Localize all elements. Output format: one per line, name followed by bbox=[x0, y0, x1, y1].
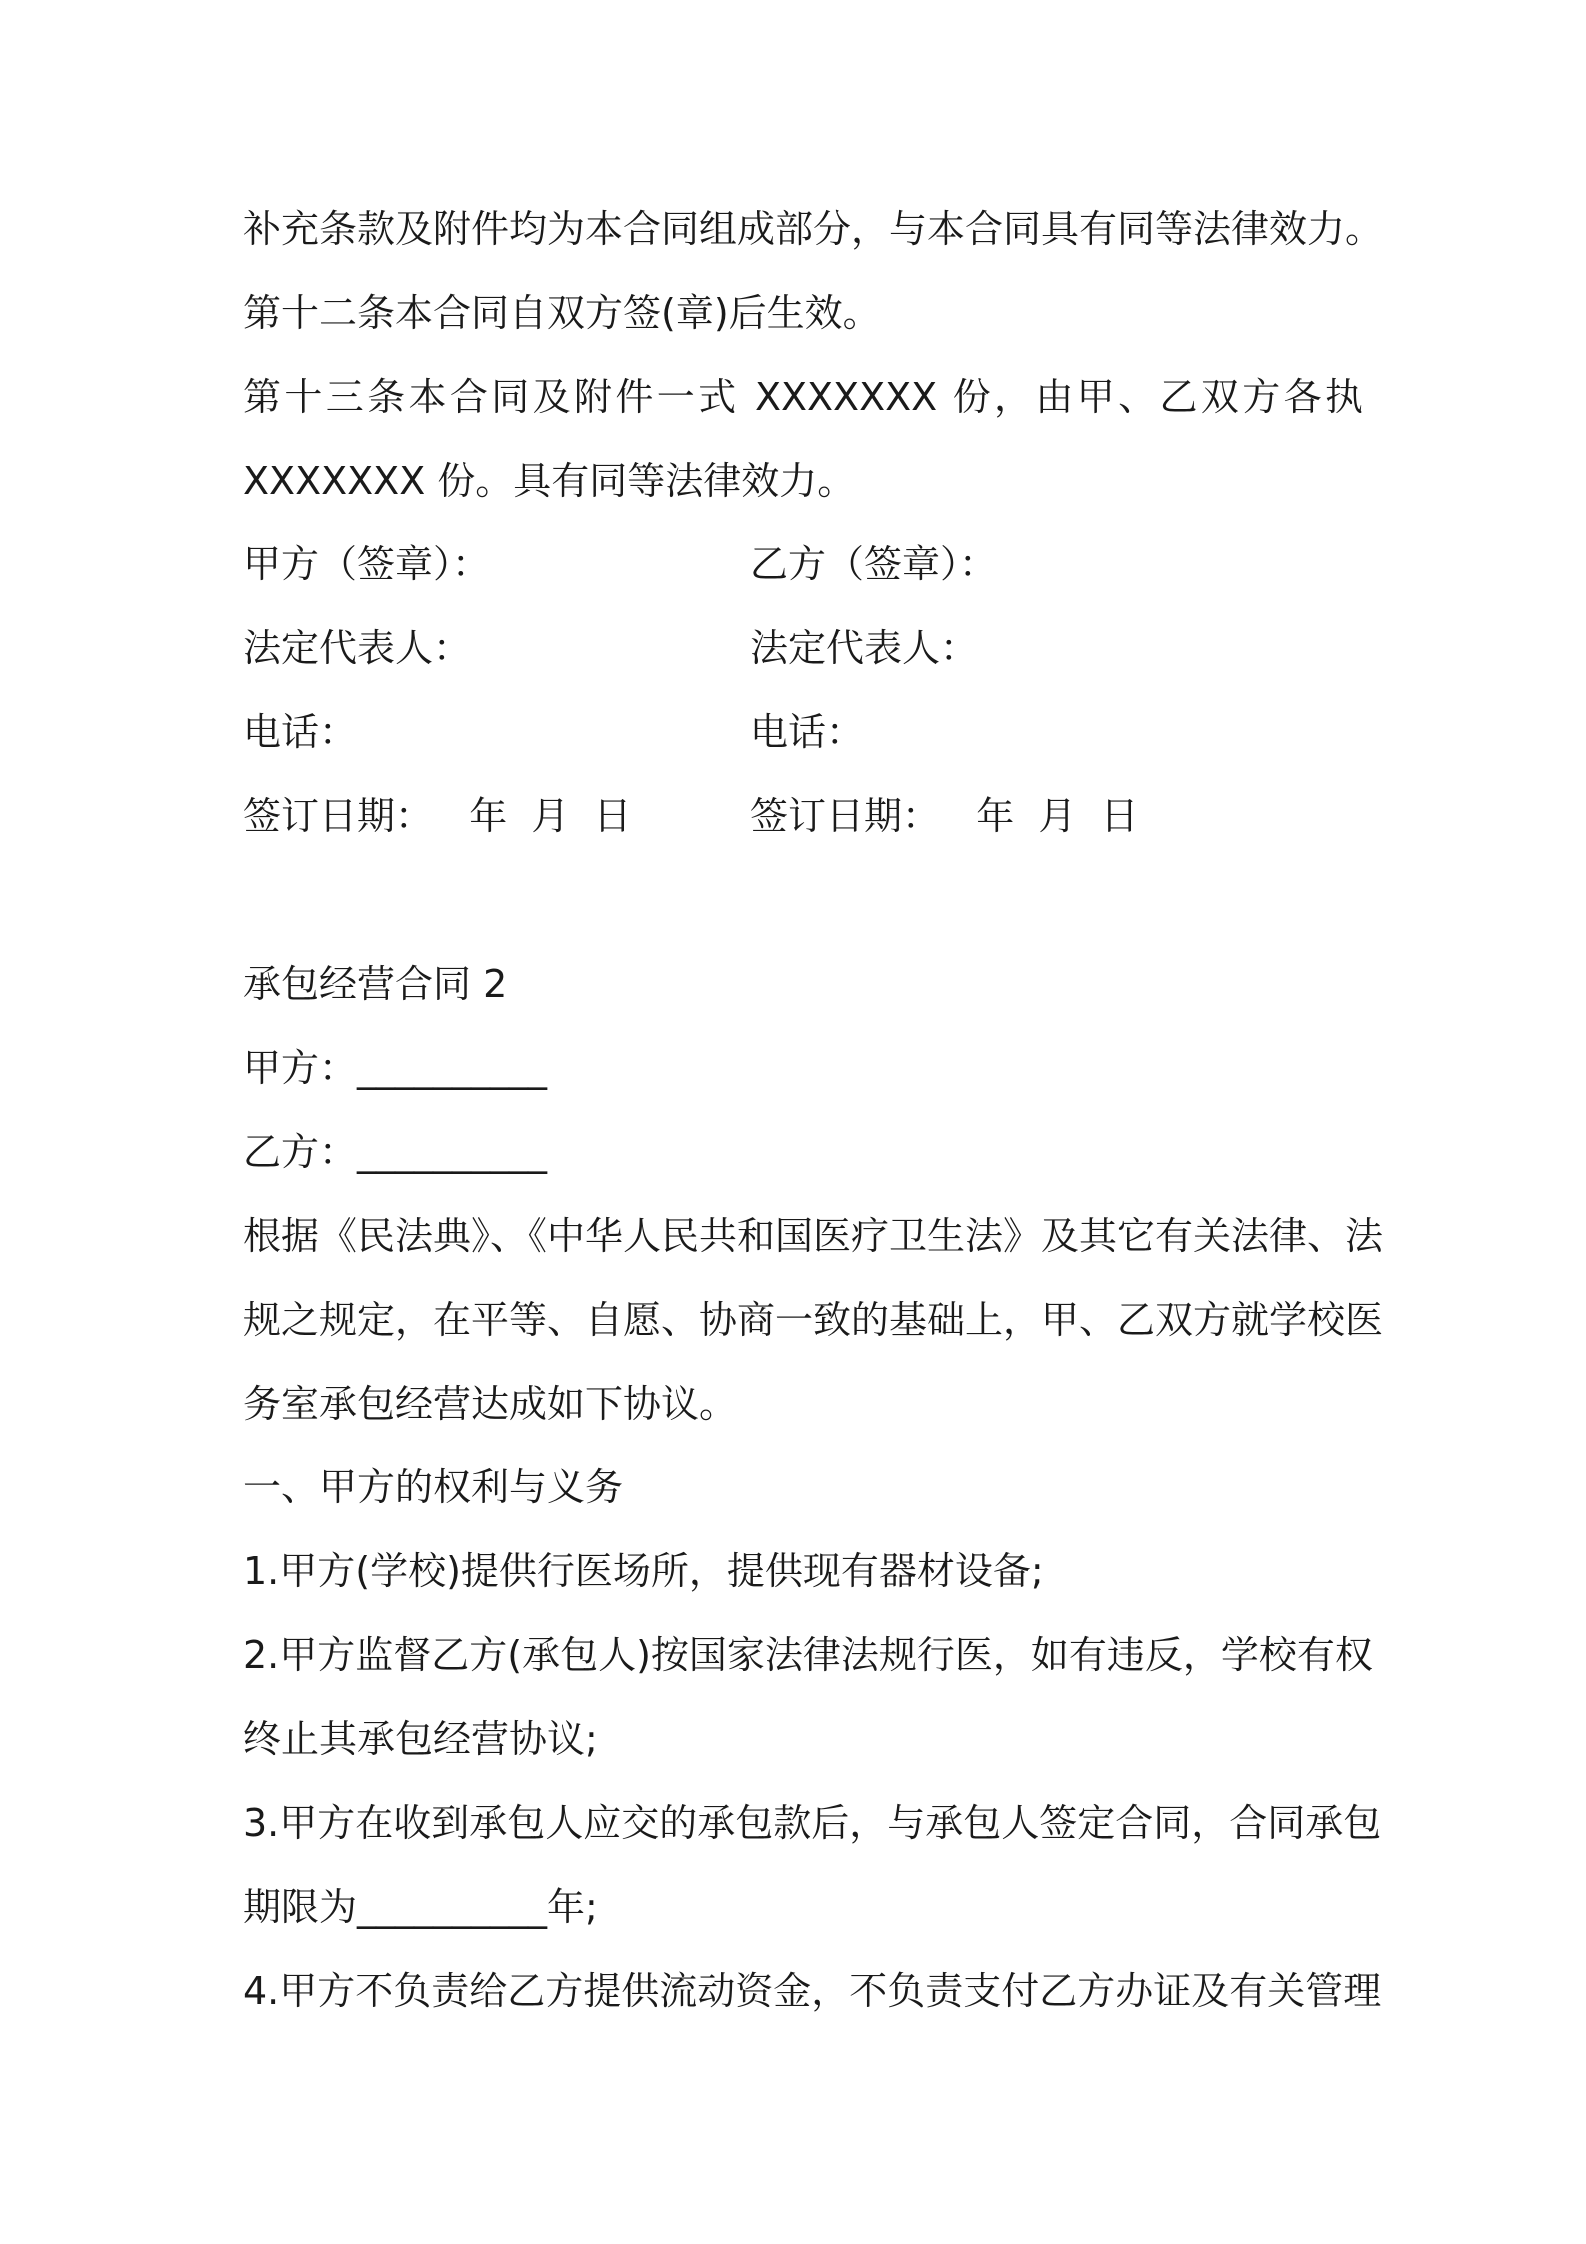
text-line: 规之规定，在平等、自愿、协商一致的基础上，甲、乙双方就学校医 bbox=[243, 1298, 1384, 1342]
party-a-sign-date: 签订日期： 年 月 日 bbox=[243, 794, 632, 838]
party-b-seal: 乙方（签章）： bbox=[750, 542, 998, 586]
party-b-phone: 电话： bbox=[750, 710, 865, 754]
clause-item: 2.甲方监督乙方(承包人)按国家法律法规行医，如有违反，学校有权 bbox=[243, 1633, 1373, 1677]
text-line: 第十二条本合同自双方签(章)后生效。 bbox=[243, 291, 881, 335]
clause-item: 3.甲方在收到承包人应交的承包款后，与承包人签定合同，合同承包 bbox=[243, 1801, 1382, 1845]
party-a-representative: 法定代表人： bbox=[243, 626, 472, 670]
text-line: XXXXXXX 份。具有同等法律效力。 bbox=[243, 459, 856, 503]
contract-title: 承包经营合同 2 bbox=[243, 962, 508, 1006]
party-a-field: 甲方：__________ bbox=[243, 1046, 548, 1090]
party-a-phone: 电话： bbox=[243, 710, 358, 754]
text-line: 第十三条本合同及附件一式 XXXXXXX 份，由甲、乙双方各执 bbox=[243, 375, 1363, 419]
party-b-field: 乙方：__________ bbox=[243, 1130, 548, 1174]
party-a-seal: 甲方（签章）： bbox=[243, 542, 491, 586]
section-heading: 一、甲方的权利与义务 bbox=[243, 1465, 624, 1509]
text-line: 补充条款及附件均为本合同组成部分，与本合同具有同等法律效力。 bbox=[243, 207, 1384, 251]
clause-item: 期限为__________年; bbox=[243, 1885, 598, 1929]
text-line: 根据《民法典》、《中华人民共和国医疗卫生法》及其它有关法律、法 bbox=[243, 1214, 1384, 1258]
clause-item: 终止其承包经营协议; bbox=[243, 1717, 598, 1761]
party-b-sign-date: 签订日期： 年 月 日 bbox=[750, 794, 1139, 838]
text-line: 务室承包经营达成如下协议。 bbox=[243, 1382, 738, 1426]
clause-item: 4.甲方不负责给乙方提供流动资金，不负责支付乙方办证及有关管理 bbox=[243, 1969, 1382, 2013]
clause-item: 1.甲方(学校)提供行医场所，提供现有器材设备; bbox=[243, 1549, 1044, 1593]
party-b-representative: 法定代表人： bbox=[750, 626, 979, 670]
